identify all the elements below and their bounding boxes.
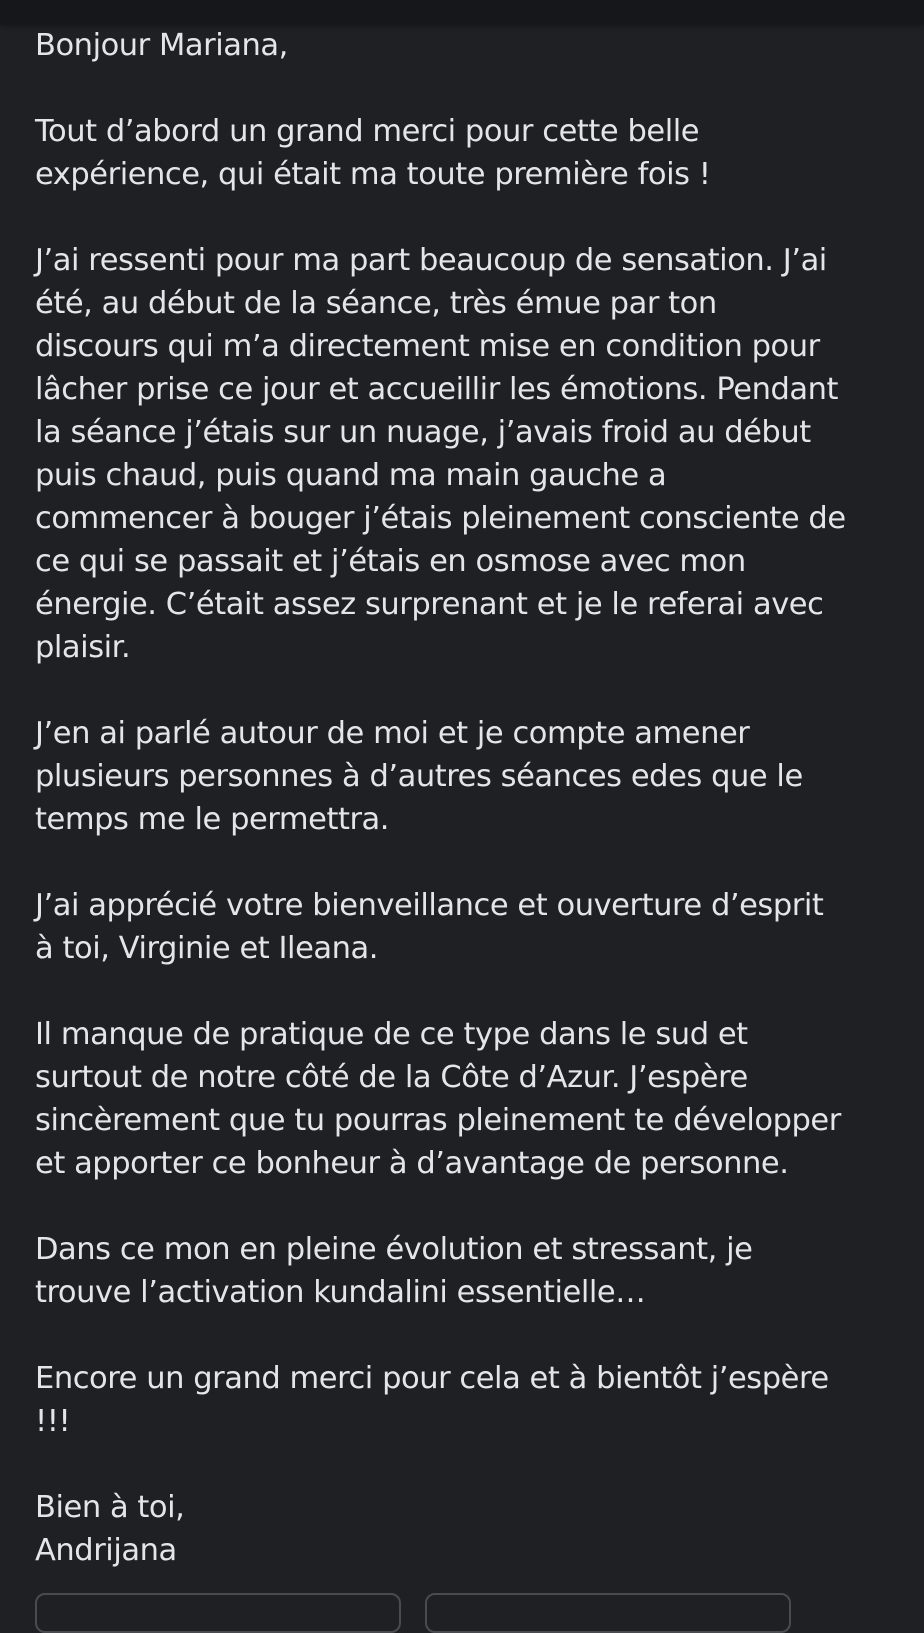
- reply-button[interactable]: [35, 1593, 401, 1633]
- email-body: [35, 24, 905, 1572]
- email-paragraph: Tout d’abord un grand merci pour cette belle expérience, qui était ma toute première fois !: [35, 114, 711, 192]
- email-paragraph: J’en ai parlé autour de moi et je compte amener plusieurs personnes à d’autres séances edes que le temps me le permettra.: [35, 716, 803, 837]
- email-greeting: Bonjour Mariana,: [35, 28, 288, 63]
- top-toolbar: [0, 0, 924, 24]
- email-paragraph: J’ai ressenti pour ma part beaucoup de sensation. J’ai été, au début de la séance, très émue par ton discours qui m’a directement mise en condition pour lâcher prise ce jour et accueillir les émotions. Pendant la séance j’étais sur un nuage, j’avais froid au début puis chaud, puis quand ma main gauche a commencer à bouger j’étais pleinement consciente de ce qui se passait et j’étais en osmose avec mon énergie. C’était assez surprenant et je le referai avec plaisir.: [35, 243, 846, 665]
- forward-button[interactable]: [425, 1593, 791, 1633]
- action-buttons-row: [35, 1593, 895, 1613]
- email-closing: Bien à toi,: [35, 1490, 185, 1525]
- email-paragraph: Encore un grand merci pour cela et à bientôt j’espère !!!: [35, 1361, 829, 1439]
- email-paragraph: Il manque de pratique de ce type dans le sud et surtout de notre côté de la Côte d’Azur. J’espère sincèrement que tu pourras pleinement te développer et apporter ce bonheur à d’avantage de personne.: [35, 1017, 841, 1181]
- email-signature: Andrijana: [35, 1533, 177, 1568]
- email-paragraph: J’ai apprécié votre bienveillance et ouverture d’esprit à toi, Virginie et Ileana.: [35, 888, 824, 966]
- email-paragraph: Dans ce mon en pleine évolution et stressant, je trouve l’activation kundalini essentielle…: [35, 1232, 753, 1310]
